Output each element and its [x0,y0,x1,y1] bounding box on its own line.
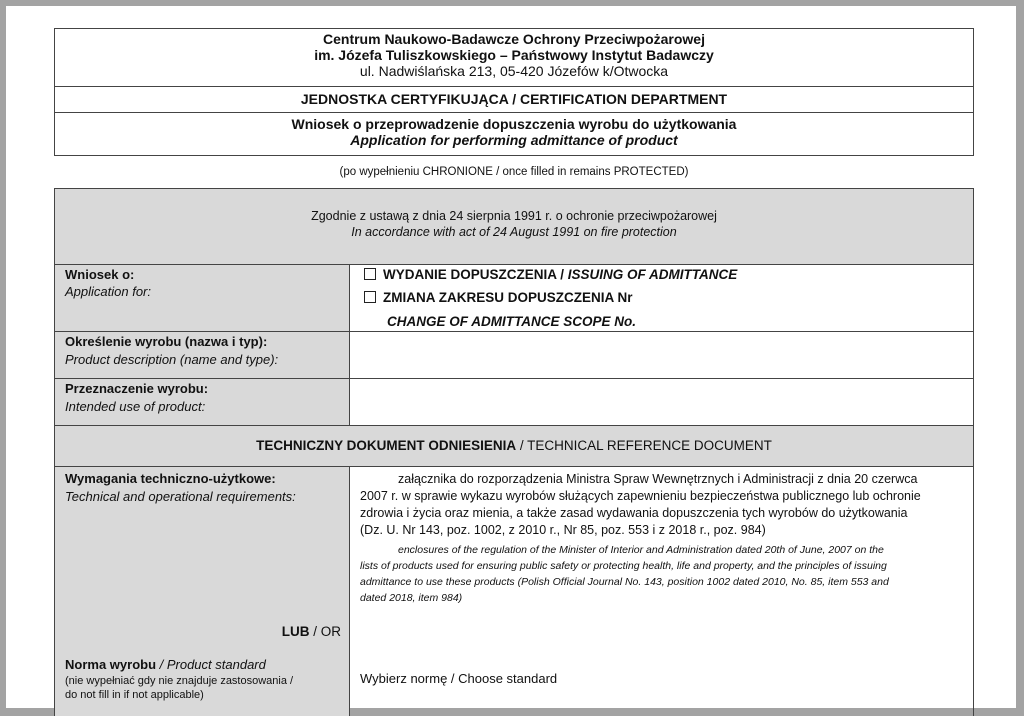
form-title-pl: Wniosek o przeprowadzenie dopuszczenia wyrobu do użytkowania [291,116,737,132]
or-label [282,624,341,639]
product-standard-label [65,657,266,672]
or-label-rest: / OR [309,624,341,639]
or-label-bold: LUB [281,624,310,639]
product-description-label-pl: Określenie wyrobu (nazwa i typ): [65,334,268,349]
product-description-label-en: Product description (name and type): [65,352,279,367]
form-title [54,112,974,156]
form-page [6,6,1016,708]
product-description-label-cell [54,331,350,379]
intended-use-label-cell [54,378,350,426]
issuing-admittance-checkbox[interactable] [364,268,376,280]
intended-use-label-pl: Przeznaczenie wyrobu: [65,381,209,396]
requirements-label-cell [54,466,350,716]
product-standard-select[interactable]: Wybierz normę / Choose standard [360,671,558,686]
requirements-en-line-4: dated 2018, item 984) [360,592,463,604]
reference-title-rest: / TECHNICAL REFERENCE DOCUMENT [516,438,772,453]
product-standard-note-1: (nie wypełniać gdy nie znajduje zastosowania / [65,675,294,687]
application-for-label-cell [54,264,350,332]
intended-use-field[interactable] [349,378,974,426]
requirements-pl-line-3: zdrowia i życia oraz mienia, a także zasad wydawania dopuszczenia tych wyrobów do użytkowania [360,506,908,520]
application-for-label-pl: Wniosek o: [65,267,135,282]
requirements-en-line-3: admittance to use these products (Polish Official Journal No. 143, position 1002 dated 2010, No. 85, item 553 and [360,576,889,588]
org-address: ul. Nadwiślańska 213, 05-420 Józefów k/Otwocka [359,63,669,79]
requirements-text-cell [349,466,974,716]
product-description-field[interactable] [349,331,974,379]
reference-title-bold: TECHNICZNY DOKUMENT ODNIESIENIA [256,438,517,453]
option-change-label: ZMIANA ZAKRESU DOPUSZCZENIA Nr [383,290,633,305]
form-title-en: Application for performing admittance of product [350,132,678,148]
org-header [54,28,974,87]
option-change-scope[interactable] [364,290,633,305]
option-issuing-label: WYDANIE DOPUSZCZENIA / [383,267,568,282]
requirements-label-pl: Wymagania techniczno-użytkowe: [65,471,276,486]
option-issuing-label-en: ISSUING OF ADMITTANCE [567,267,738,282]
intended-use-label-en: Intended use of product: [65,399,206,414]
change-scope-checkbox[interactable] [364,291,376,303]
requirements-pl-line-1: załącznika do rozporządzenia Ministra Spraw Wewnętrznych i Administracji z dnia 20 czerwca [398,472,918,486]
requirements-pl-line-2: 2007 r. w sprawie wykazu wyrobów służących zapewnieniu bezpieczeństwa publicznego lub ochronie [360,489,921,503]
requirements-en-line-2: lists of products used for ensuring public safety or protecting health, life and property, and the principles of issuing [360,560,887,572]
application-for-label-en: Application for: [65,284,151,299]
requirements-en-line-1: enclosures of the regulation of the Minister of Interior and Administration dated 20th of June, 2007 on the [398,544,884,556]
reference-section-header [54,425,974,467]
intro-en: In accordance with act of 24 August 1991 on fire protection [351,225,677,239]
intro-pl: Zgodnie z ustawą z dnia 24 sierpnia 1991 r. o ochronie przeciwpożarowej [311,209,717,223]
requirements-label-en: Technical and operational requirements: [65,489,296,504]
department-header: JEDNOSTKA CERTYFIKUJĄCA / CERTIFICATION DEPARTMENT [54,86,974,113]
product-standard-note-2: do not fill in if not applicable) [65,689,204,701]
requirements-pl-line-4: (Dz. U. Nr 143, poz. 1002, z 2010 r., Nr 85, poz. 553 i z 2018 r., poz. 984) [360,523,766,537]
product-standard-label-en: / Product standard [156,657,266,672]
application-for-options-cell [349,264,974,332]
product-standard-label-pl: Norma wyrobu [65,657,157,672]
protected-note: (po wypełnieniu CHRONIONE / once filled in remains PROTECTED) [339,166,689,178]
option-change-label-en: CHANGE OF ADMITTANCE SCOPE No. [387,314,636,329]
org-name-line1: Centrum Naukowo-Badawcze Ochrony Przeciwpożarowej [323,31,705,47]
org-name-line2: im. Józefa Tuliszkowskiego – Państwowy Instytut Badawczy [314,47,714,63]
intro-row [54,188,974,265]
option-issuing-admittance[interactable] [364,267,737,282]
